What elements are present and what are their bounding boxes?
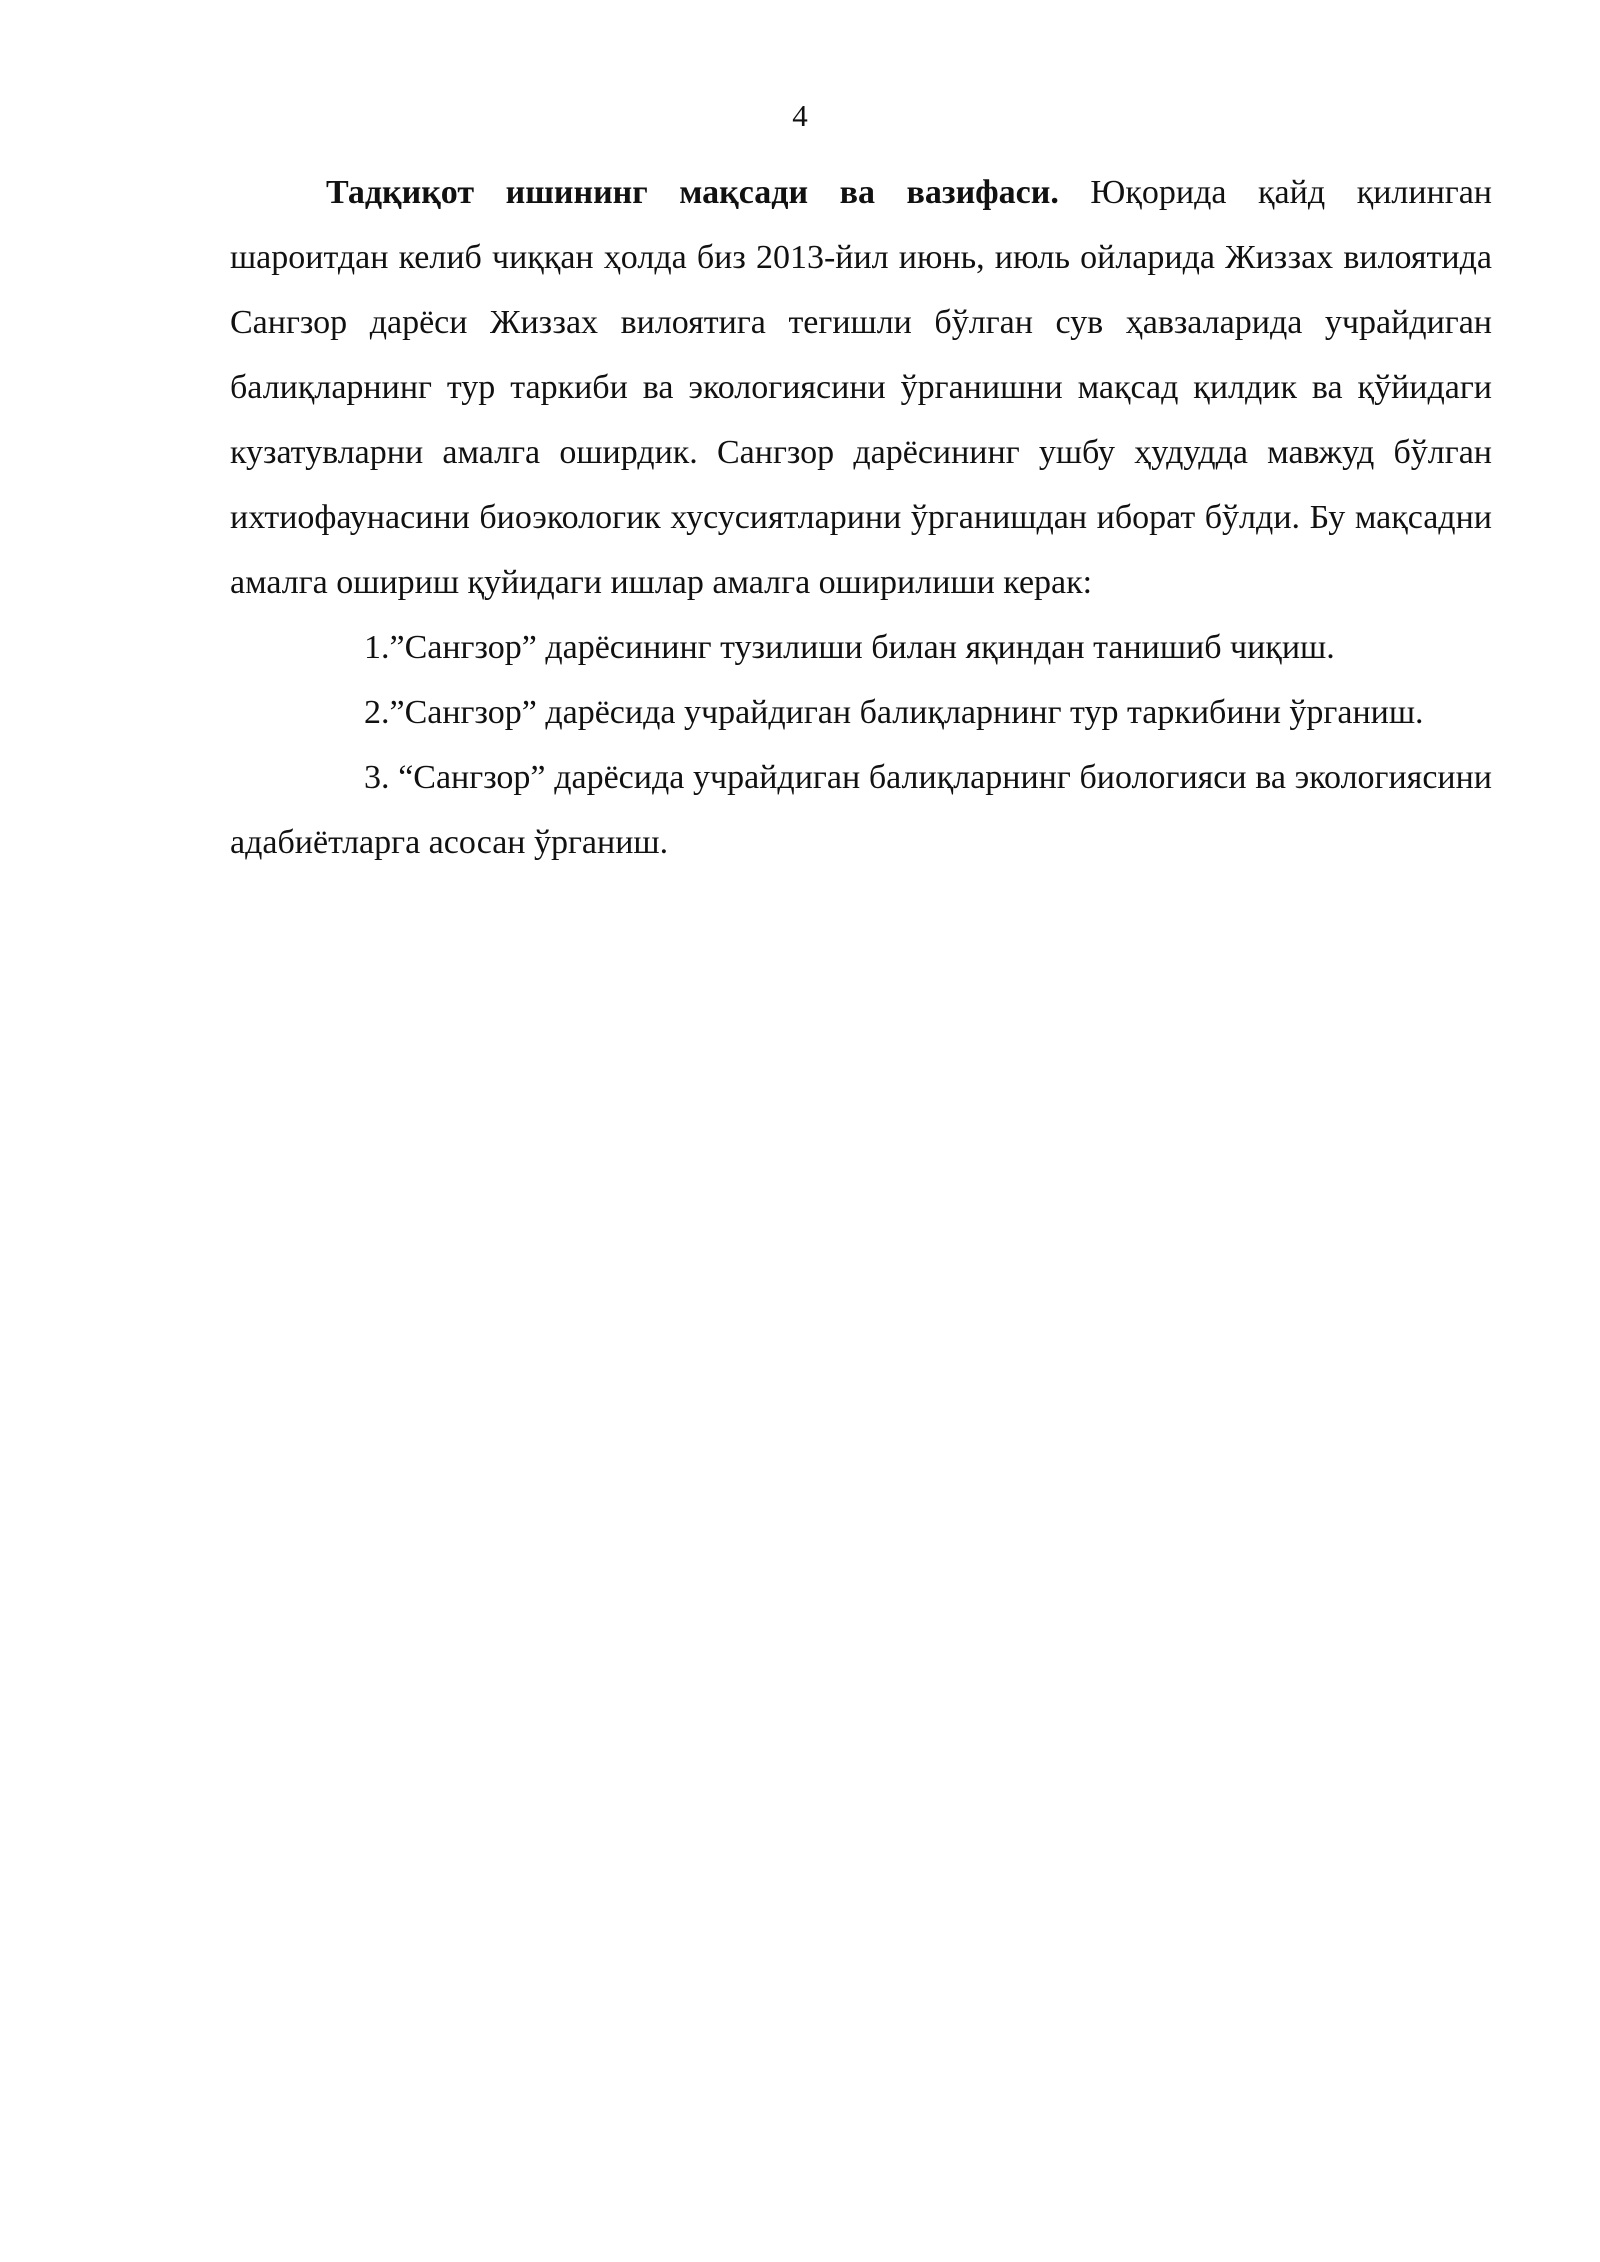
intro-paragraph: [230, 160, 1492, 615]
list-item: 2.”Сангзор” дарёсида учрайдиган балиқларнинг тур таркибини ўрганиш.: [364, 694, 1424, 731]
list-item: 1.”Сангзор” дарёсининг тузилиши билан яқиндан танишиб чиқиш.: [364, 629, 1335, 666]
list-item: 3. “Сангзор” дарёсида учрайдиган балиқларнинг биологияси ва экологиясини адабиётларга асосан ўрганиш.: [230, 759, 1492, 861]
page-content: [230, 160, 1492, 875]
section-heading: Тадқиқот ишининг мақсади ва вазифаси.: [326, 174, 1059, 211]
intro-text: Юқорида қайд қилинган шароитдан келиб чиққан ҳолда биз 2013-йил июнь, июль ойларида Жиззах вилоятида Сангзор дарёси Жиззах вилоятига тегишли бўлган сув ҳавзаларида учрайдиган балиқларнинг тур таркиби ва экологиясини ўрганишни мақсад қилдик ва қўйидаги кузатувларни амалга оширдик. Сангзор дарёсининг ушбу ҳудудда мавжуд бўлган ихтиофаунасини биоэкологик хусусиятларини ўрганишдан иборат бўлди. Бу мақсадни амалга ошириш қуйидаги ишлар амалга оширилиши керак:: [230, 174, 1492, 601]
page-number: 4: [792, 98, 808, 133]
